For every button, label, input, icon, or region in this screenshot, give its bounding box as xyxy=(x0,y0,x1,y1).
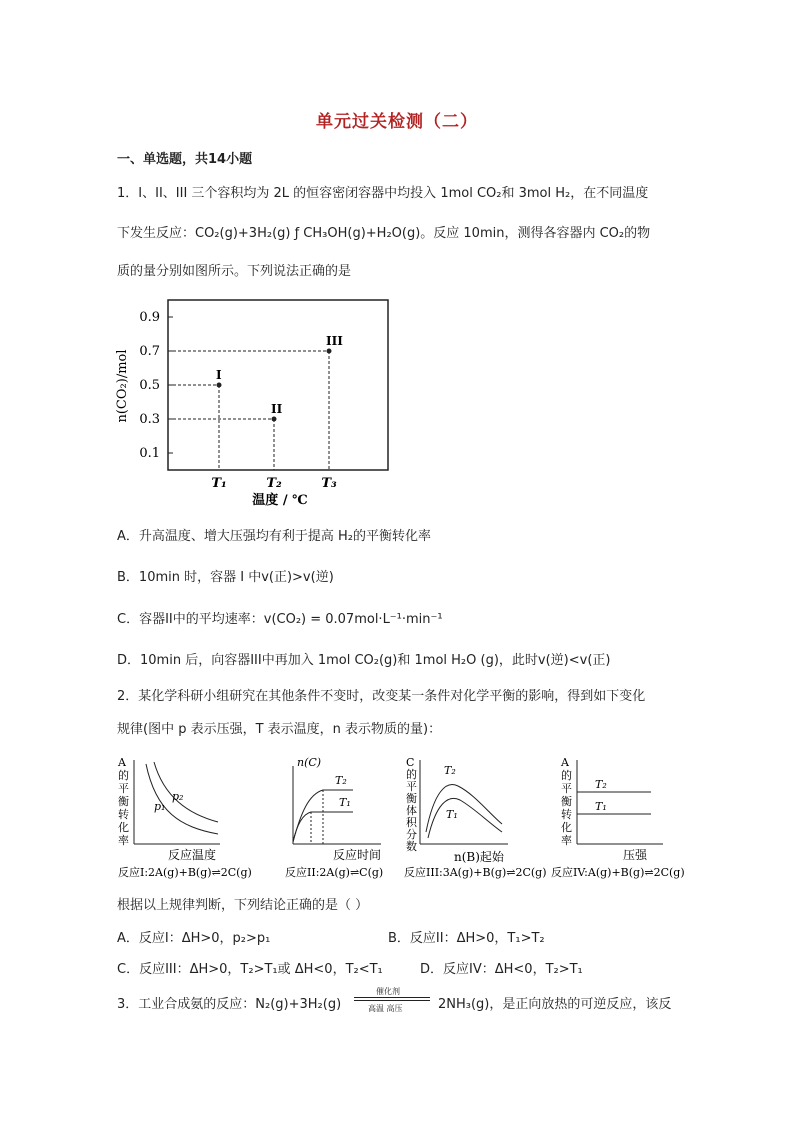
q2-option-a: A．反应I：ΔH>0，p₂>p₁ xyxy=(117,931,271,946)
g4-caption: 反应IV:A(g)+B(g)⇌2C(g) xyxy=(551,866,685,879)
chart-xlabel: 温度 / ℃ xyxy=(252,493,308,508)
y-tick-label: 0.7 xyxy=(139,344,160,359)
chart-ylabel: n(CO₂)/mol xyxy=(115,349,130,423)
graph-reaction-1 xyxy=(110,752,270,882)
g3-ylabel: C 的平衡体积分数 xyxy=(406,756,417,853)
g1-curve-label-p2: p₂ xyxy=(172,790,184,803)
q1-line3: 质的量分别如图所示。下列说法正确的是 xyxy=(117,264,352,279)
x-tick-label: T₁ xyxy=(211,476,227,491)
q3-line1a: 3．工业合成氨的反应：N₂(g)+3H₂(g) xyxy=(117,997,342,1012)
q1-option-b: B．10min 时，容器 I 中v(正)>v(逆) xyxy=(117,570,334,585)
q2-option-c: C．反应III：ΔH>0，T₂>T₁或 ΔH<0，T₂<T₁ xyxy=(117,962,383,977)
g2-caption: 反应II:2A(g)⇌C(g) xyxy=(285,866,384,879)
y-tick-label: 0.9 xyxy=(139,310,160,325)
data-point-2 xyxy=(272,417,277,422)
q1-option-d: D．10min 后，向容器III中再加入 1mol CO₂(g)和 1mol H₂O (g)，此时v(逆)<v(正) xyxy=(117,653,611,668)
graph-reaction-3 xyxy=(402,752,552,882)
g1-ylabel: A 的平衡转化率 xyxy=(118,756,129,847)
x-tick-label: T₃ xyxy=(321,476,337,491)
g1-caption: 反应I:2A(g)+B(g)⇌2C(g) xyxy=(118,866,252,879)
g2-ylabel: n(C) xyxy=(297,756,322,769)
q2-line1: 2．某化学科研小组研究在其他条件不变时，改变某一条件对化学平衡的影响，得到如下变化 xyxy=(117,689,646,704)
g2-xlabel: 反应时间 xyxy=(333,848,382,862)
point-label: I xyxy=(216,368,222,382)
g3-curve-t2 xyxy=(426,785,502,832)
equilibrium-arrow xyxy=(354,986,434,1016)
g4-curve-label-t1: T₁ xyxy=(595,800,607,813)
g2-curve-label-t1: T₁ xyxy=(339,796,351,809)
q2-option-d: D．反应IV：ΔH<0，T₂>T₁ xyxy=(420,962,583,977)
conditions-label: 高温 高压 xyxy=(368,1004,403,1013)
data-point-3 xyxy=(327,349,332,354)
co2-chart xyxy=(112,290,412,515)
section-heading: 一、单选题，共14小题 xyxy=(117,152,253,167)
g3-xlabel: n(B)起始 xyxy=(454,850,504,864)
g2-curve-label-t2: T₂ xyxy=(335,774,347,787)
g3-curve-t1 xyxy=(428,798,502,838)
y-tick-label: 0.5 xyxy=(139,378,160,393)
x-tick-label: T₂ xyxy=(266,476,282,491)
q2-question: 根据以上规律判断，下列结论正确的是（ ） xyxy=(117,898,369,913)
g3-curve-label-t1: T₁ xyxy=(446,808,458,821)
g3-curve-label-t2: T₂ xyxy=(444,764,456,777)
y-tick-label: 0.1 xyxy=(139,446,160,461)
q3-line1b: 2NH₃(g)，是正向放热的可逆反应，该反 xyxy=(438,997,672,1012)
q1-line2: 下发生反应：CO₂(g)+3H₂(g) ƒ CH₃OH(g)+H₂O(g)。反应 10min，测得各容器内 CO₂的物 xyxy=(117,226,651,241)
q2-option-b: B．反应II：ΔH>0，T₁>T₂ xyxy=(388,931,545,946)
g1-curve-label-p1: p₁ xyxy=(154,800,166,813)
q2-line2: 规律(图中 p 表示压强，T 表示温度，n 表示物质的量)： xyxy=(117,722,442,737)
catalyst-label: 催化剂 xyxy=(376,987,400,996)
q1-option-c: C．容器II中的平均速率：v(CO₂) = 0.07mol·L⁻¹·min⁻¹ xyxy=(117,612,443,627)
g3-caption: 反应III:3A(g)+B(g)⇌2C(g) xyxy=(404,866,547,879)
g4-curve-label-t2: T₂ xyxy=(595,778,607,791)
graph-reaction-2 xyxy=(283,752,413,882)
g4-ylabel: A 的平衡转化率 xyxy=(561,756,572,847)
page-title: 单元过关检测（二） xyxy=(316,112,478,132)
point-label: II xyxy=(271,402,283,416)
g1-xlabel: 反应温度 xyxy=(168,848,217,862)
q1-option-a: A．升高温度、增大压强均有利于提高 H₂的平衡转化率 xyxy=(117,529,432,544)
y-tick-label: 0.3 xyxy=(139,412,160,427)
g4-xlabel: 压强 xyxy=(623,848,648,862)
point-label: III xyxy=(326,334,343,348)
q1-line1: 1．I、II、III 三个容积均为 2L 的恒容密闭容器中均投入 1mol CO₂和 3mol H₂，在不同温度 xyxy=(117,186,649,201)
g1-curve-p2 xyxy=(154,762,218,822)
data-point-1 xyxy=(217,383,222,388)
graph-reaction-4 xyxy=(551,752,691,882)
